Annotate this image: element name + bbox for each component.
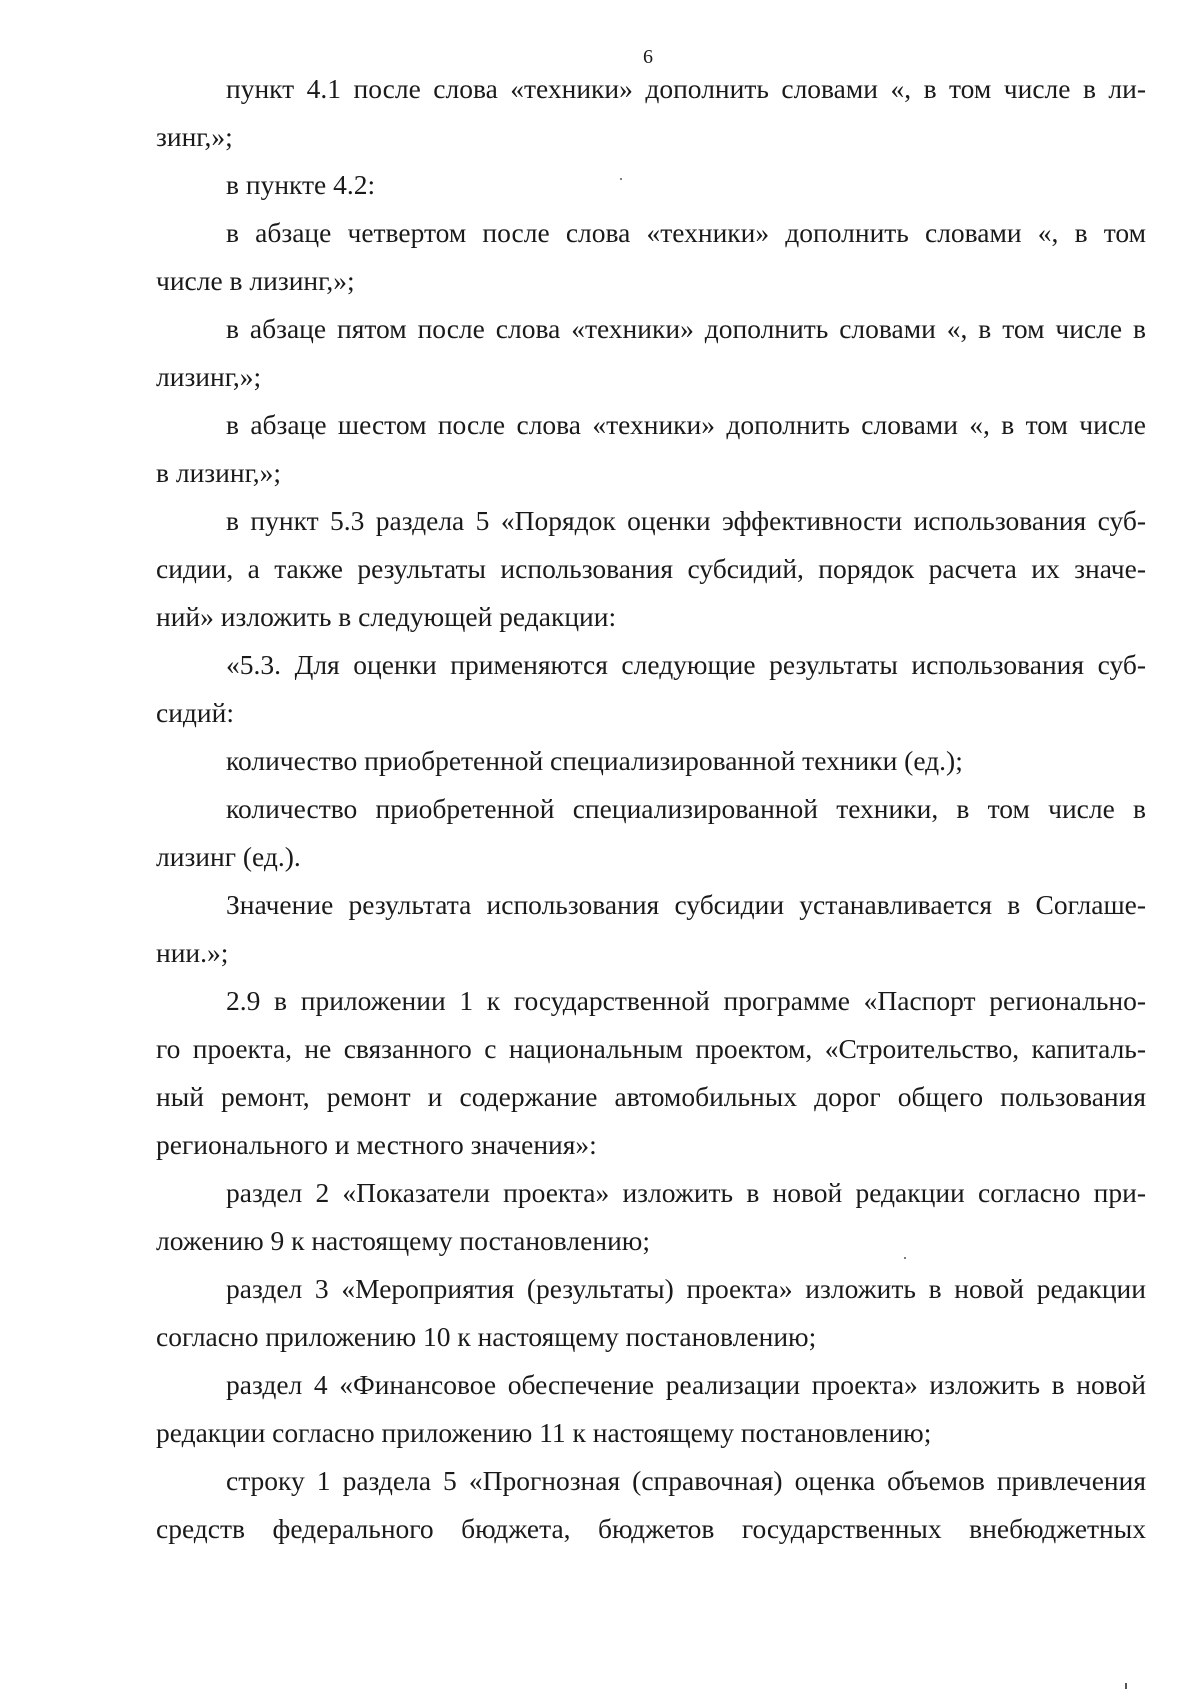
text-line: ний» изложить в следующей редакции: (156, 601, 617, 632)
text-line: пункт 4.1 после слова «техники» дополнить словами «, в том числе в ли- (226, 73, 1146, 104)
text-line: редакции согласно приложению 11 к настоящему постановлению; (156, 1417, 932, 1448)
text-line: в пункте 4.2: (226, 169, 376, 200)
text-line: «5.3. Для оценки применяются следующие результаты использования суб- (226, 649, 1146, 680)
text-line: в пункт 5.3 раздела 5 «Порядок оценки эффективности использования суб- (226, 505, 1146, 536)
text-line: сидии, а также результаты использования субсидий, порядок расчета их значе- (156, 553, 1146, 584)
paragraph (156, 1361, 1146, 1457)
text-line: Значение результата использования субсидии устанавливается в Соглаше- (226, 889, 1146, 920)
text-line: ложению 9 к настоящему постановлению; (156, 1225, 650, 1256)
text-line: лизинг,»; (156, 361, 262, 392)
text-line: в лизинг,»; (156, 457, 282, 488)
text-line: количество приобретенной специализированной техники (ед.); (226, 745, 963, 776)
text-line: строку 1 раздела 5 «Прогнозная (справочная) оценка объемов привлечения (226, 1465, 1146, 1496)
paragraph (156, 641, 1146, 737)
paragraph (156, 785, 1146, 881)
text-line: раздел 3 «Мероприятия (результаты) проекта» изложить в новой редакции (226, 1273, 1146, 1304)
text-line: в абзаце шестом после слова «техники» дополнить словами «, в том числе (226, 409, 1146, 440)
text-line: лизинг (ед.). (156, 841, 301, 872)
paragraph (156, 881, 1146, 977)
paragraph (156, 305, 1146, 401)
text-line: ный ремонт, ремонт и содержание автомобильных дорог общего пользования (156, 1081, 1146, 1112)
text-line: нии.»; (156, 937, 229, 968)
document-body (156, 65, 1146, 1553)
paragraph (156, 65, 1146, 161)
text-line: раздел 4 «Финансовое обеспечение реализации проекта» изложить в новой (226, 1369, 1146, 1400)
text-line: зинг,»; (156, 121, 233, 152)
text-line: сидий: (156, 697, 234, 728)
text-line: го проекта, не связанного с национальным проектом, «Строительство, капиталь- (156, 1033, 1146, 1064)
paragraph (156, 1169, 1146, 1265)
text-line: в абзаце четвертом после слова «техники» дополнить словами «, в том (226, 217, 1146, 248)
scan-speck (620, 178, 622, 180)
paragraph (156, 977, 1146, 1169)
text-line: количество приобретенной специализированной техники, в том числе в (226, 793, 1146, 824)
text-line: в абзаце пятом после слова «техники» дополнить словами «, в том числе в (226, 313, 1146, 344)
paragraph (156, 737, 1146, 785)
paragraph (156, 497, 1146, 641)
text-line: регионального и местного значения»: (156, 1129, 597, 1160)
paragraph (156, 401, 1146, 497)
page-number: 6 (643, 46, 653, 68)
text-line: средств федерального бюджета, бюджетов государственных внебюджетных (156, 1513, 1146, 1544)
text-line: согласно приложению 10 к настоящему постановлению; (156, 1321, 817, 1352)
paragraph (156, 209, 1146, 305)
text-line: числе в лизинг,»; (156, 265, 355, 296)
text-line: раздел 2 «Показатели проекта» изложить в новой редакции согласно при- (226, 1177, 1146, 1208)
scan-speck (1125, 1683, 1127, 1689)
paragraph (156, 1457, 1146, 1553)
paragraph (156, 161, 1146, 209)
text-line: 2.9 в приложении 1 к государственной программе «Паспорт регионально- (226, 985, 1146, 1016)
scan-speck (904, 1257, 906, 1259)
paragraph (156, 1265, 1146, 1361)
